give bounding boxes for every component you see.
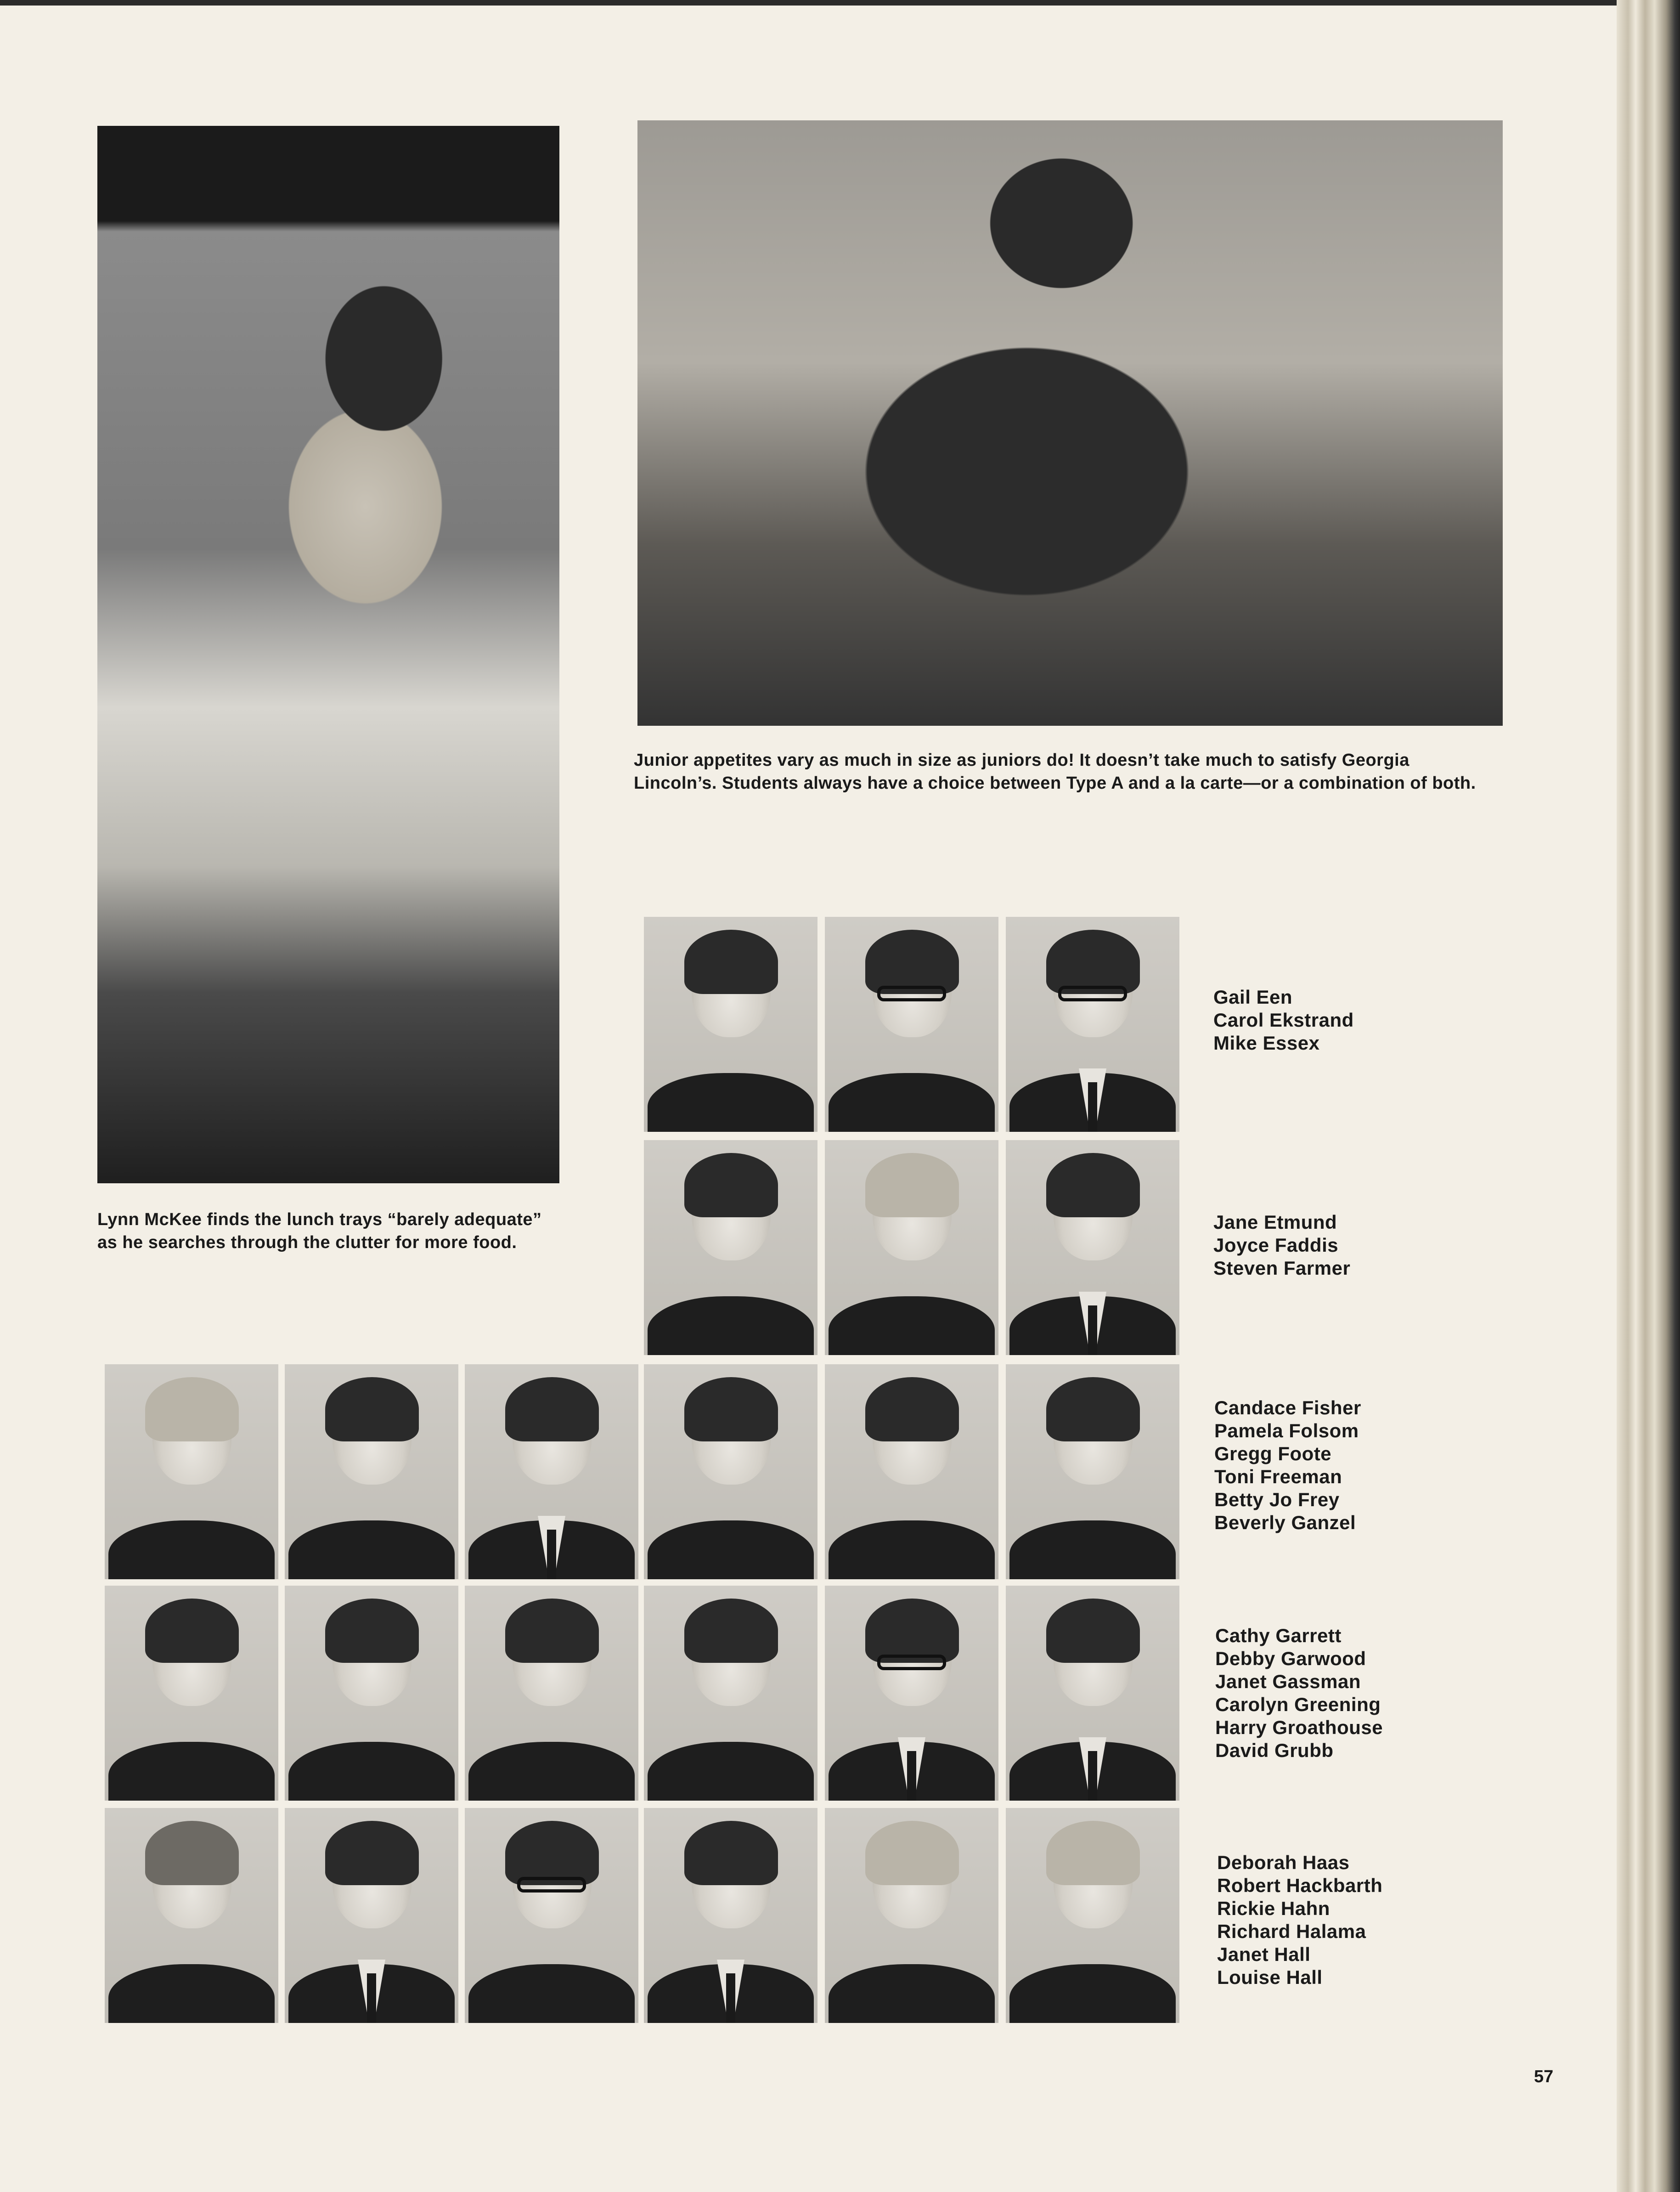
student-name: Cathy Garrett (1215, 1625, 1342, 1646)
student-name: Jane Etmund (1213, 1211, 1337, 1233)
portrait-body (648, 1742, 814, 1801)
portrait-body (648, 1520, 814, 1579)
caption-line: Junior appetites vary as much in size as juniors do! It doesn’t take much to satisfy Georgia (634, 751, 1409, 770)
name-list (1215, 1624, 1383, 1762)
student-portrait (825, 1140, 998, 1355)
portrait-hair (1046, 1377, 1140, 1441)
portrait-body (108, 1964, 275, 2023)
student-portrait (1006, 1364, 1179, 1579)
portrait-body (829, 1296, 995, 1355)
student-portrait (825, 1586, 998, 1801)
student-name: Toni Freeman (1214, 1466, 1342, 1487)
student-name: Mike Essex (1213, 1032, 1320, 1054)
portrait-hair (505, 1599, 599, 1663)
student-name: Carol Ekstrand (1213, 1009, 1354, 1031)
portrait-tie (1088, 1305, 1097, 1355)
student-portrait (1006, 1586, 1179, 1801)
portrait-hair (865, 1821, 959, 1885)
portrait-body (1009, 1520, 1176, 1579)
portrait-hair (145, 1377, 239, 1441)
portrait-body (108, 1742, 275, 1801)
student-portrait (644, 1586, 817, 1801)
portrait-hair (865, 1599, 959, 1663)
student-portrait (644, 1140, 817, 1355)
student-portrait (825, 1364, 998, 1579)
portrait-body (468, 1964, 635, 2023)
student-portrait (105, 1808, 278, 2023)
portrait-glasses (877, 986, 946, 1001)
name-list (1217, 1851, 1382, 1989)
student-portrait (465, 1364, 638, 1579)
student-portrait (105, 1586, 278, 1801)
portrait-hair (865, 1153, 959, 1217)
name-list (1213, 1211, 1350, 1280)
portrait-body (829, 1964, 995, 2023)
student-name: Gregg Foote (1214, 1443, 1332, 1464)
student-portrait (285, 1364, 458, 1579)
portrait-body (648, 1296, 814, 1355)
candid-caption-lunch-boy (97, 1208, 542, 1254)
student-portrait (285, 1808, 458, 2023)
portrait-body (829, 1520, 995, 1579)
student-name: Louise Hall (1217, 1966, 1323, 1988)
student-portrait (465, 1586, 638, 1801)
book-binding (1617, 0, 1680, 2192)
portrait-glasses (517, 1877, 586, 1893)
student-name: Harry Groathouse (1215, 1717, 1383, 1738)
page-number: 57 (1534, 2067, 1554, 2086)
portrait-hair (1046, 930, 1140, 994)
student-portrait (1006, 1140, 1179, 1355)
portrait-body (108, 1520, 275, 1579)
student-name: Janet Gassman (1215, 1671, 1361, 1692)
student-name: Steven Farmer (1213, 1257, 1351, 1279)
student-name: Joyce Faddis (1213, 1234, 1339, 1256)
portrait-hair (325, 1821, 419, 1885)
portrait-hair (684, 1599, 778, 1663)
student-portrait (465, 1808, 638, 2023)
caption-line: Lincoln’s. Students always have a choice between Type A and a la carte—or a combination of both. (634, 774, 1476, 793)
portrait-hair (1046, 1599, 1140, 1663)
portrait-tie (1088, 1751, 1097, 1801)
student-name: Debby Garwood (1215, 1648, 1366, 1669)
candid-photo-lunch-boy (97, 126, 559, 1183)
portrait-glasses (1058, 986, 1127, 1001)
caption-line: as he searches through the clutter for more food. (97, 1233, 517, 1252)
portrait-hair (145, 1821, 239, 1885)
portrait-hair (145, 1599, 239, 1663)
portrait-body (648, 1073, 814, 1132)
portrait-tie (1088, 1082, 1097, 1132)
portrait-body (1009, 1964, 1176, 2023)
portrait-body (468, 1742, 635, 1801)
page-top-edge (0, 0, 1680, 6)
student-name: David Grubb (1215, 1740, 1334, 1761)
caption-line: Lynn McKee finds the lunch trays “barely adequate” (97, 1210, 542, 1229)
portrait-hair (1046, 1821, 1140, 1885)
student-portrait (825, 917, 998, 1132)
name-list (1214, 1396, 1361, 1534)
student-portrait (644, 917, 817, 1132)
name-list (1213, 986, 1354, 1055)
student-portrait (285, 1586, 458, 1801)
student-portrait (644, 1808, 817, 2023)
student-portrait (1006, 1808, 1179, 2023)
portrait-hair (505, 1377, 599, 1441)
student-name: Candace Fisher (1214, 1397, 1361, 1418)
student-portrait (1006, 917, 1179, 1132)
portrait-hair (865, 1377, 959, 1441)
student-name: Richard Halama (1217, 1921, 1366, 1942)
candid-photo-lunch-girl (637, 120, 1503, 726)
portrait-hair (325, 1377, 419, 1441)
portrait-glasses (877, 1655, 946, 1670)
portrait-hair (505, 1821, 599, 1885)
portrait-hair (1046, 1153, 1140, 1217)
student-portrait (644, 1364, 817, 1579)
student-name: Carolyn Greening (1215, 1694, 1381, 1715)
candid-caption-lunch-girl (634, 749, 1476, 795)
portrait-body (288, 1520, 455, 1579)
portrait-hair (865, 930, 959, 994)
portrait-hair (684, 1821, 778, 1885)
student-portrait (825, 1808, 998, 2023)
student-name: Robert Hackbarth (1217, 1875, 1383, 1896)
portrait-tie (547, 1530, 556, 1579)
portrait-body (829, 1073, 995, 1132)
portrait-tie (367, 1973, 376, 2023)
portrait-hair (684, 1153, 778, 1217)
student-name: Beverly Ganzel (1214, 1512, 1356, 1533)
student-name: Deborah Haas (1217, 1852, 1350, 1873)
portrait-tie (726, 1973, 735, 2023)
portrait-hair (325, 1599, 419, 1663)
student-name: Rickie Hahn (1217, 1898, 1330, 1919)
student-name: Betty Jo Frey (1214, 1489, 1340, 1510)
student-name: Pamela Folsom (1214, 1420, 1359, 1441)
student-name: Gail Een (1213, 986, 1293, 1008)
student-portrait (105, 1364, 278, 1579)
portrait-hair (684, 930, 778, 994)
portrait-hair (684, 1377, 778, 1441)
student-name: Janet Hall (1217, 1943, 1311, 1965)
portrait-body (288, 1742, 455, 1801)
portrait-tie (907, 1751, 916, 1801)
